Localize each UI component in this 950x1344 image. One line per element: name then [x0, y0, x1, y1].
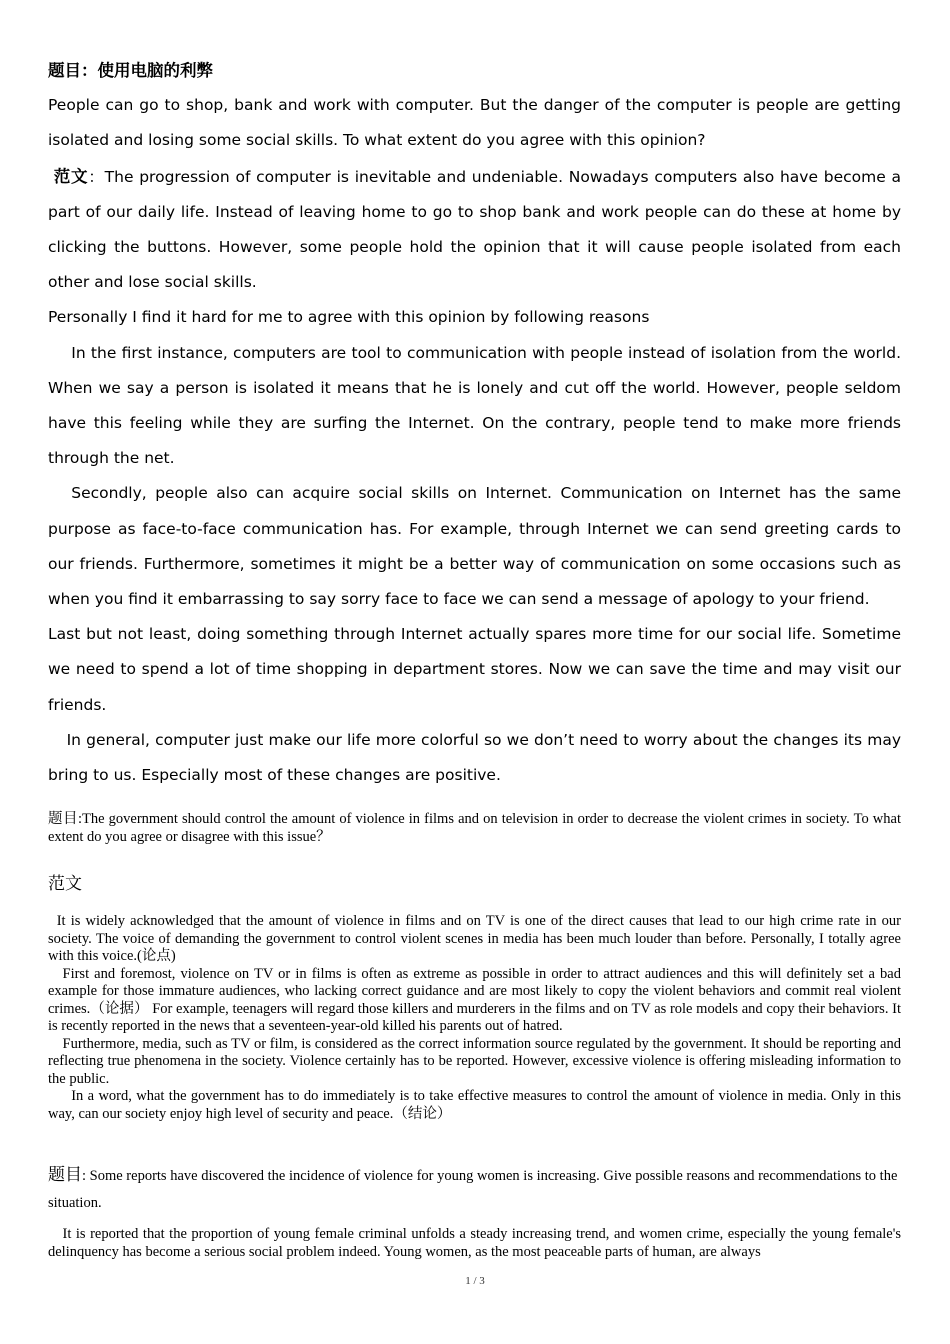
essay-3-title: [48, 1161, 901, 1217]
essay-2-para-4: In a word, what the government has to do immediately is to take effective measures to control the amount of violence in media. Only in this way, can our society enjoy high level of security and peace.（结论）: [48, 1088, 901, 1122]
essay-1-title: 题目：使用电脑的利弊: [48, 61, 213, 80]
essay-3-body: [48, 1226, 901, 1261]
essay-1: [48, 53, 901, 793]
essay-3-title-label: 题目: [48, 1165, 82, 1184]
essay-2-body: [48, 913, 901, 1123]
page-number: 1 / 3: [465, 1275, 485, 1287]
essay-3: [48, 1161, 901, 1217]
essay-1-para-3: Last but not least, doing something through Internet actually spares more time for our social life. Sometime we need to spend a lot of time shopping in department stores. Now we can save the time and may visit our friends.: [48, 625, 901, 714]
essay-1-para-1: In the first instance, computers are tool to communication with people instead of isolation from the world. When we say a person is isolated it means that he is lonely and cut off the world. However, people seldom have this feeling while they are surfing the Internet. On the contrary, people tend to make more friends through the net.: [48, 343, 901, 468]
model-essay-label: 范文: [53, 166, 89, 186]
essay-2-model-label: 范文: [48, 874, 82, 894]
essay-2-para-1: It is widely acknowledged that the amount of violence in films and on TV is one of the direct causes that lead to our high crime rate in our society. The voice of demanding the government to control violent scenes in media has been much louder than before. Personally, I totally agree with this voice.(论点): [48, 913, 901, 964]
essay-3-title-text: : Some reports have discovered the incidence of violence for young women is increasing. Give possible reasons and recommendations to the situation.: [48, 1168, 898, 1211]
essay-1-intro-text: The progression of computer is inevitable and undeniable. Nowadays computers also have become a part of our daily life. Instead of leaving home to go to shop bank and work people can do these at home by clicking the buttons. However, some people hold the opinion that it will cause people isolated from each other and lose social skills.: [48, 167, 901, 292]
essay-3-para-1: It is reported that the proportion of young female criminal unfolds a steady increasing trend, and women crime, especially the young female's delinquency has become a serious social problem indeed. Young women, as the most peaceable parts of human, are always: [48, 1226, 901, 1260]
essay-2-title: 题目:The government should control the amount of violence in films and on television in order to decrease the violent crimes in society. To what extent do you agree or disagree with this issue？: [48, 811, 901, 845]
essay-2-para-2: First and foremost, violence on TV or in films is often as extreme as possible in order to attract audiences and this will definitely set a bad example for those immature audiences, who lacking correct guidance and are most likely to copy the violent behaviors and commit real violent crimes.（论据） For example, teenagers will regard those killers and murderers in the films and on TV as role models and copy their behaviors. It is recently reported in the news that a seventeen-year-old killed his parents out of hatred.: [48, 965, 901, 1034]
essay-1-prompt: People can go to shop, bank and work with computer. But the danger of the computer is people are getting isolated and losing some social skills. To what extent do you agree with this opinion?: [48, 96, 901, 150]
model-essay-sep: ：: [88, 167, 105, 186]
essay-1-thesis: Personally I find it hard for me to agree with this opinion by following reasons: [48, 308, 650, 327]
essay-2-para-3: Furthermore, media, such as TV or film, is considered as the correct information source regulated by the government. It should be reporting and reflecting true phenomena in the society. Violence certainly has to be reported. However, excessive violence is offering misleading information to the public.: [48, 1035, 901, 1087]
essay-1-conclusion: In general, computer just make our life more colorful so we don’t need to worry about the changes its may bring to us. Especially most of these changes are positive.: [48, 730, 901, 785]
essay-2: [48, 811, 901, 846]
essay-1-intro: [48, 159, 901, 301]
essay-1-para-2: Secondly, people also can acquire social skills on Internet. Communication on Internet has the same purpose as face-to-face communication has. For example, through Internet we can send greeting cards to our friends. Furthermore, sometimes it might be a better way of communication on some occasions such as when you find it embarrassing to say sorry face to face we can send a message of apology to your friend.: [48, 484, 901, 609]
